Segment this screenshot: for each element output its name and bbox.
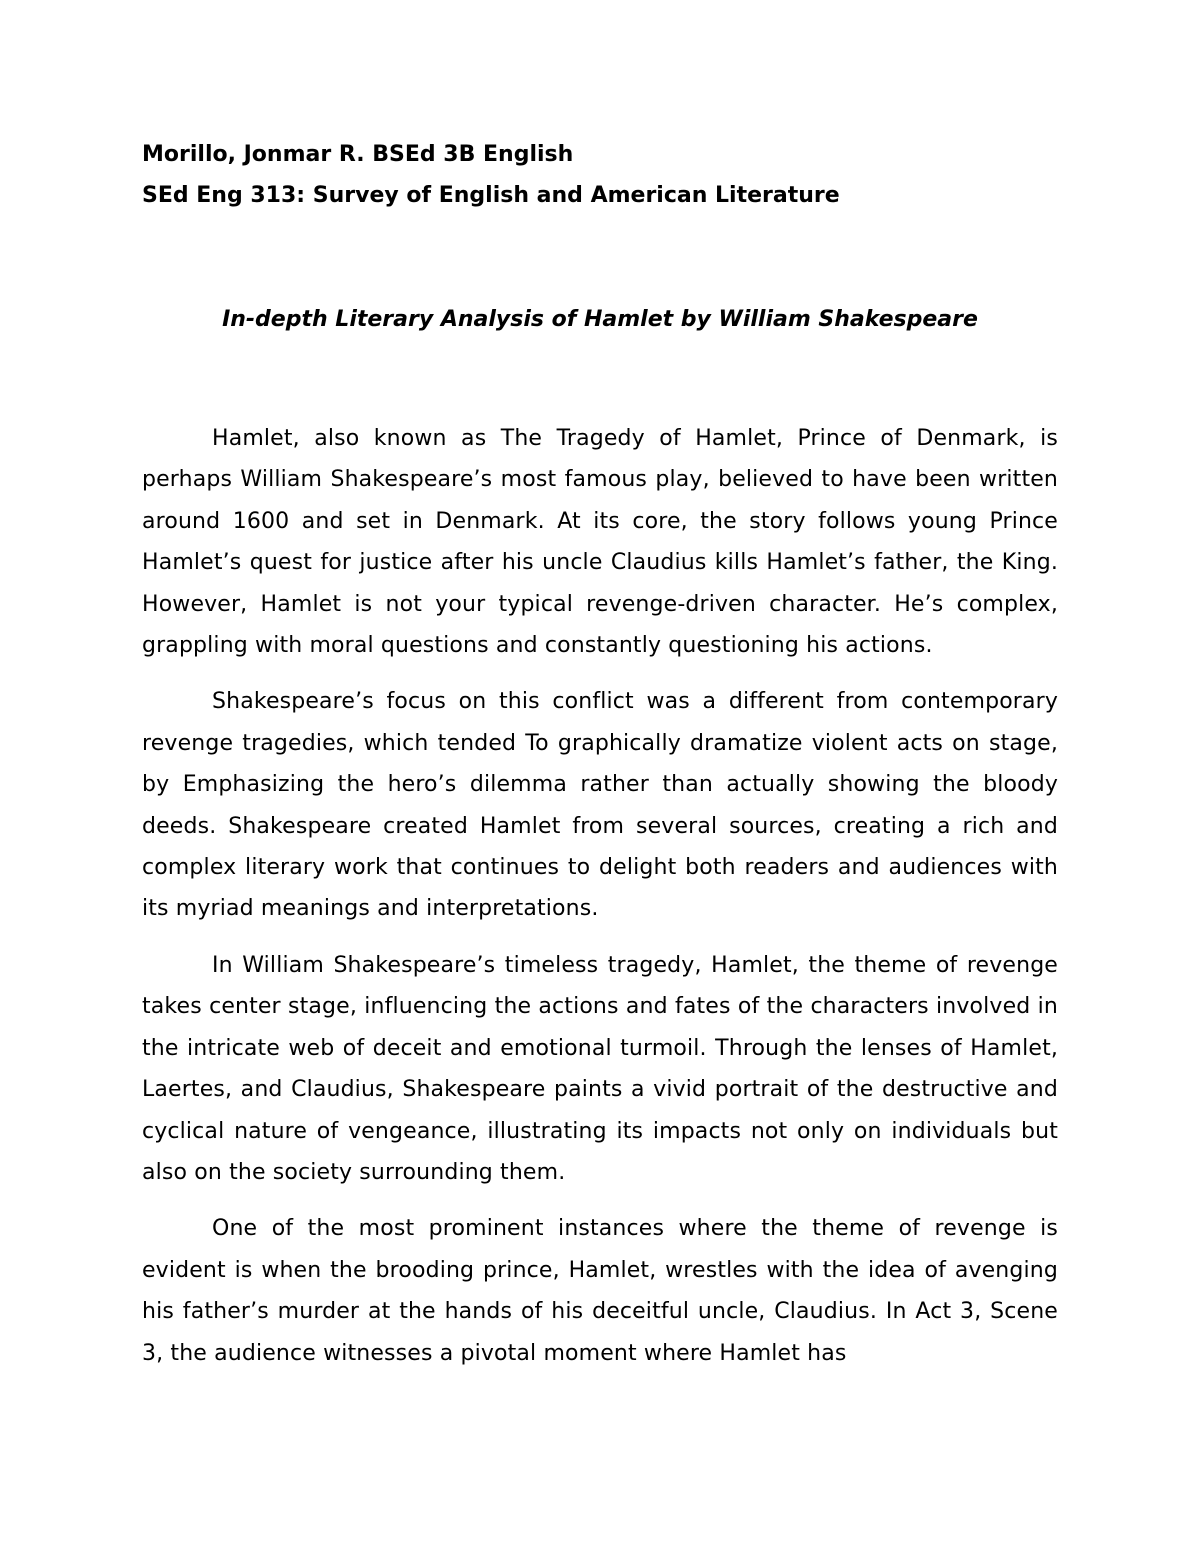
author-line: Morillo, Jonmar R. BSEd 3B English (142, 142, 574, 167)
essay-title: In-depth Literary Analysis of Hamlet by William Shakespeare (222, 307, 978, 332)
essay-body (142, 418, 1058, 1389)
course-line: SEd Eng 313: Survey of English and American Literature (142, 183, 840, 208)
paragraph-4: One of the most prominent instances where the theme of revenge is evident is when the brooding prince, Hamlet, wrestles with the idea of avenging his father’s murder at the hands of his deceitful uncle, Claudius. In Act 3, Scene 3, the audience witnesses a pivotal moment where Hamlet has (142, 1216, 1058, 1366)
paragraph-1: Hamlet, also known as The Tragedy of Hamlet, Prince of Denmark, is perhaps William Shakespeare’s most famous play, believed to have been written around 1600 and set in Denmark. At its core, the story follows young Prince Hamlet’s quest for justice after his uncle Claudius kills Hamlet’s father, the King. However, Hamlet is not your typical revenge-driven character. He’s complex, grappling with moral questions and constantly questioning his actions. (142, 426, 1058, 659)
paragraph-3: In William Shakespeare’s timeless tragedy, Hamlet, the theme of revenge takes center stage, influencing the actions and fates of the characters involved in the intricate web of deceit and emotional turmoil. Through the lenses of Hamlet, Laertes, and Claudius, Shakespeare paints a vivid portrait of the destructive and cyclical nature of vengeance, illustrating its impacts not only on individuals but also on the society surrounding them. (142, 952, 1058, 1185)
paragraph-2: Shakespeare’s focus on this conflict was a different from contemporary revenge tragedies, which tended To graphically dramatize violent acts on stage, by Emphasizing the hero’s dilemma rather than actually showing the bloody deeds. Shakespeare created Hamlet from several sources, creating a rich and complex literary work that continues to delight both readers and audiences with its myriad meanings and interpretations. (142, 689, 1058, 922)
